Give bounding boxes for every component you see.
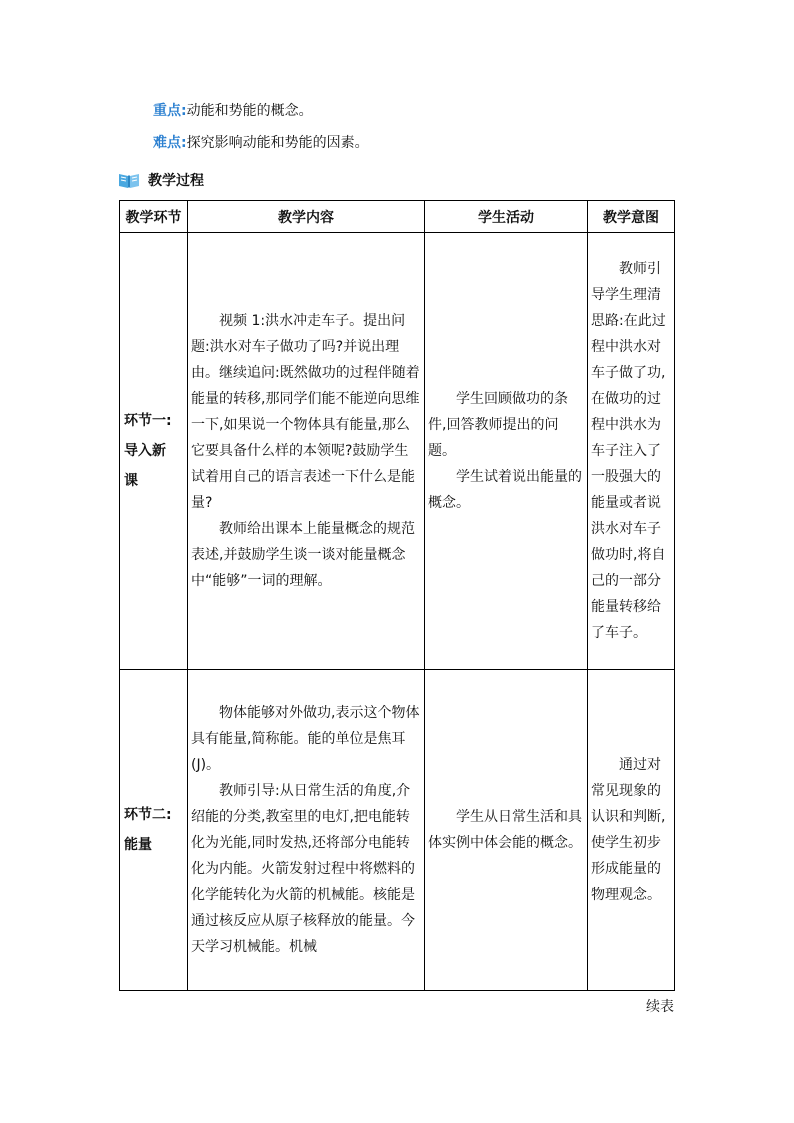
activity-cell (425, 233, 588, 670)
table-header-row (120, 201, 675, 233)
stage-cell (120, 233, 188, 670)
stage-cell (120, 670, 188, 991)
activity-cell (425, 670, 588, 991)
header-activity: 学生活动 (425, 201, 588, 233)
section-title: 教学过程 (148, 173, 204, 189)
intent-paragraph: 通过对常见现象的认识和判断,使学生初步形成能量的物理观念。 (591, 757, 666, 903)
book-icon (118, 171, 140, 189)
teaching-process-table (119, 200, 675, 991)
content-paragraph: 教师给出课本上能量概念的规范表述,并鼓励学生谈一谈对能量概念中“能够”一词的理解。 (191, 521, 415, 589)
stage-line: 环节二: (124, 807, 172, 823)
intent-cell (588, 670, 675, 991)
activity-paragraph: 学生从日常生活和具体实例中体会能的概念。 (428, 809, 582, 851)
difficulty-label: 难点: (153, 135, 187, 151)
focus-line (153, 101, 313, 121)
focus-text: 动能和势能的概念。 (186, 103, 313, 119)
content-paragraph: 视频 1:洪水冲走车子。提出问题:洪水对车子做功了吗?并说出理由。继续追问:既然做功的过程伴随着能量的转移,那同学们能不能逆向思维一下,如果说一个物体具有能量,那么它要具备什么样的本领呢?鼓励学生试着用自己的语言表述一下什么是能量? (191, 313, 420, 511)
header-intent: 教学意图 (588, 201, 675, 233)
stage-line: 环节一: (124, 413, 172, 429)
stage-line: 能量 (124, 837, 152, 853)
continued-label: 续表 (646, 999, 674, 1015)
content-paragraph: 教师引导:从日常生活的角度,介绍能的分类,教室里的电灯,把电能转化为光能,同时发热,还将部分电能转化为内能。火箭发射过程中将燃料的化学能转化为火箭的机械能。核能是通过核反应从原子核释放的能量。今天学习机械能。机械 (191, 783, 415, 955)
stage-line: 导入新 (124, 443, 166, 459)
difficulty-text: 探究影响动能和势能的因素。 (186, 135, 369, 151)
difficulty-line (153, 133, 369, 153)
content-cell (188, 233, 425, 670)
stage-line: 课 (124, 473, 138, 489)
activity-paragraph: 学生试着说出能量的概念。 (428, 469, 582, 511)
table-row (120, 233, 675, 670)
activity-paragraph: 学生回顾做功的条件,回答教师提出的问题。 (428, 391, 568, 459)
focus-label: 重点: (153, 103, 187, 119)
section-heading (118, 170, 204, 190)
header-content: 教学内容 (188, 201, 425, 233)
intent-cell (588, 233, 675, 670)
content-cell (188, 670, 425, 991)
content-paragraph: 物体能够对外做功,表示这个物体具有能量,简称能。能的单位是焦耳(J)。 (191, 705, 420, 773)
header-stage: 教学环节 (120, 201, 188, 233)
intent-paragraph: 教师引导学生理清思路:在此过程中洪水对车子做了功,在做功的过程中洪水为车子注入了一股强大的能量或者说洪水对车子做功时,将自己的一部分能量转移给了车子。 (591, 261, 666, 641)
table-row (120, 670, 675, 991)
